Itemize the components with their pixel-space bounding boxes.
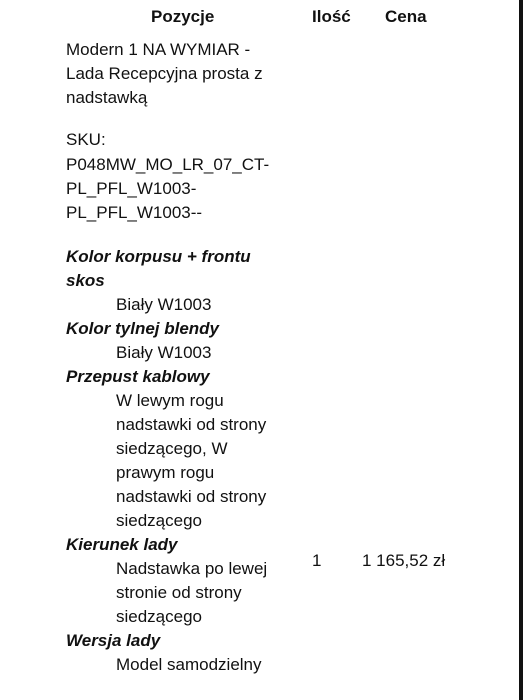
sku-line: PL_PFL_W1003- <box>66 179 197 198</box>
header-price: Cena <box>385 7 427 26</box>
option-name-body-front-color <box>66 245 306 293</box>
option-value-body-front-color <box>66 293 306 317</box>
option-name-cable-pass <box>66 365 306 389</box>
option-name-line: skos <box>66 271 105 290</box>
option-value-line: siedzącego <box>116 607 203 626</box>
product-name-line: Modern 1 NA WYMIAR - <box>66 40 251 59</box>
header-quantity: Ilość <box>312 7 351 26</box>
item-quantity: 1 <box>312 551 322 570</box>
option-value-desk-version <box>66 653 306 677</box>
right-edge-divider <box>519 0 523 700</box>
sku-value <box>66 153 269 225</box>
option-name-line: Wersja lady <box>66 631 161 650</box>
option-value-line: W lewym rogu <box>116 391 224 410</box>
option-name-line: Kolor tylnej blendy <box>66 319 220 338</box>
item-price: 1 165,52 zł <box>362 551 446 570</box>
option-value-line: nadstawki od strony <box>116 487 267 506</box>
product-name-line: Lada Recepcyjna prosta z <box>66 64 263 83</box>
option-name-back-panel-color <box>66 317 306 341</box>
option-value-back-panel-color <box>66 341 306 365</box>
option-value-line: prawym rogu <box>116 463 215 482</box>
option-name-line: Przepust kablowy <box>66 367 210 386</box>
sku-line: P048MW_MO_LR_07_CT- <box>66 155 270 174</box>
sku-line: PL_PFL_W1003-- <box>66 203 203 222</box>
option-value-line: Model samodzielny <box>116 655 262 674</box>
option-name-desk-version <box>66 629 306 653</box>
option-value-line: Nadstawka po lewej <box>116 559 268 578</box>
option-value-line: nadstawki od strony <box>116 415 267 434</box>
option-name-line: Kierunek lady <box>66 535 178 554</box>
option-value-line: siedzącego <box>116 511 203 530</box>
option-value-line: stronie od strony <box>116 583 242 602</box>
sku-label: SKU: <box>66 130 106 149</box>
option-value-line: siedzącego, W <box>116 439 228 458</box>
product-name-line: nadstawką <box>66 88 148 107</box>
option-value-line: Biały W1003 <box>116 295 212 314</box>
option-value-line: Biały W1003 <box>116 343 212 362</box>
option-value-cable-pass <box>66 389 306 533</box>
header-position: Pozycje <box>151 7 215 26</box>
option-name-desk-direction <box>66 533 306 557</box>
product-options <box>66 245 306 677</box>
product-name <box>66 38 263 110</box>
option-name-line: Kolor korpusu + frontu <box>66 247 251 266</box>
option-value-desk-direction <box>66 557 306 629</box>
